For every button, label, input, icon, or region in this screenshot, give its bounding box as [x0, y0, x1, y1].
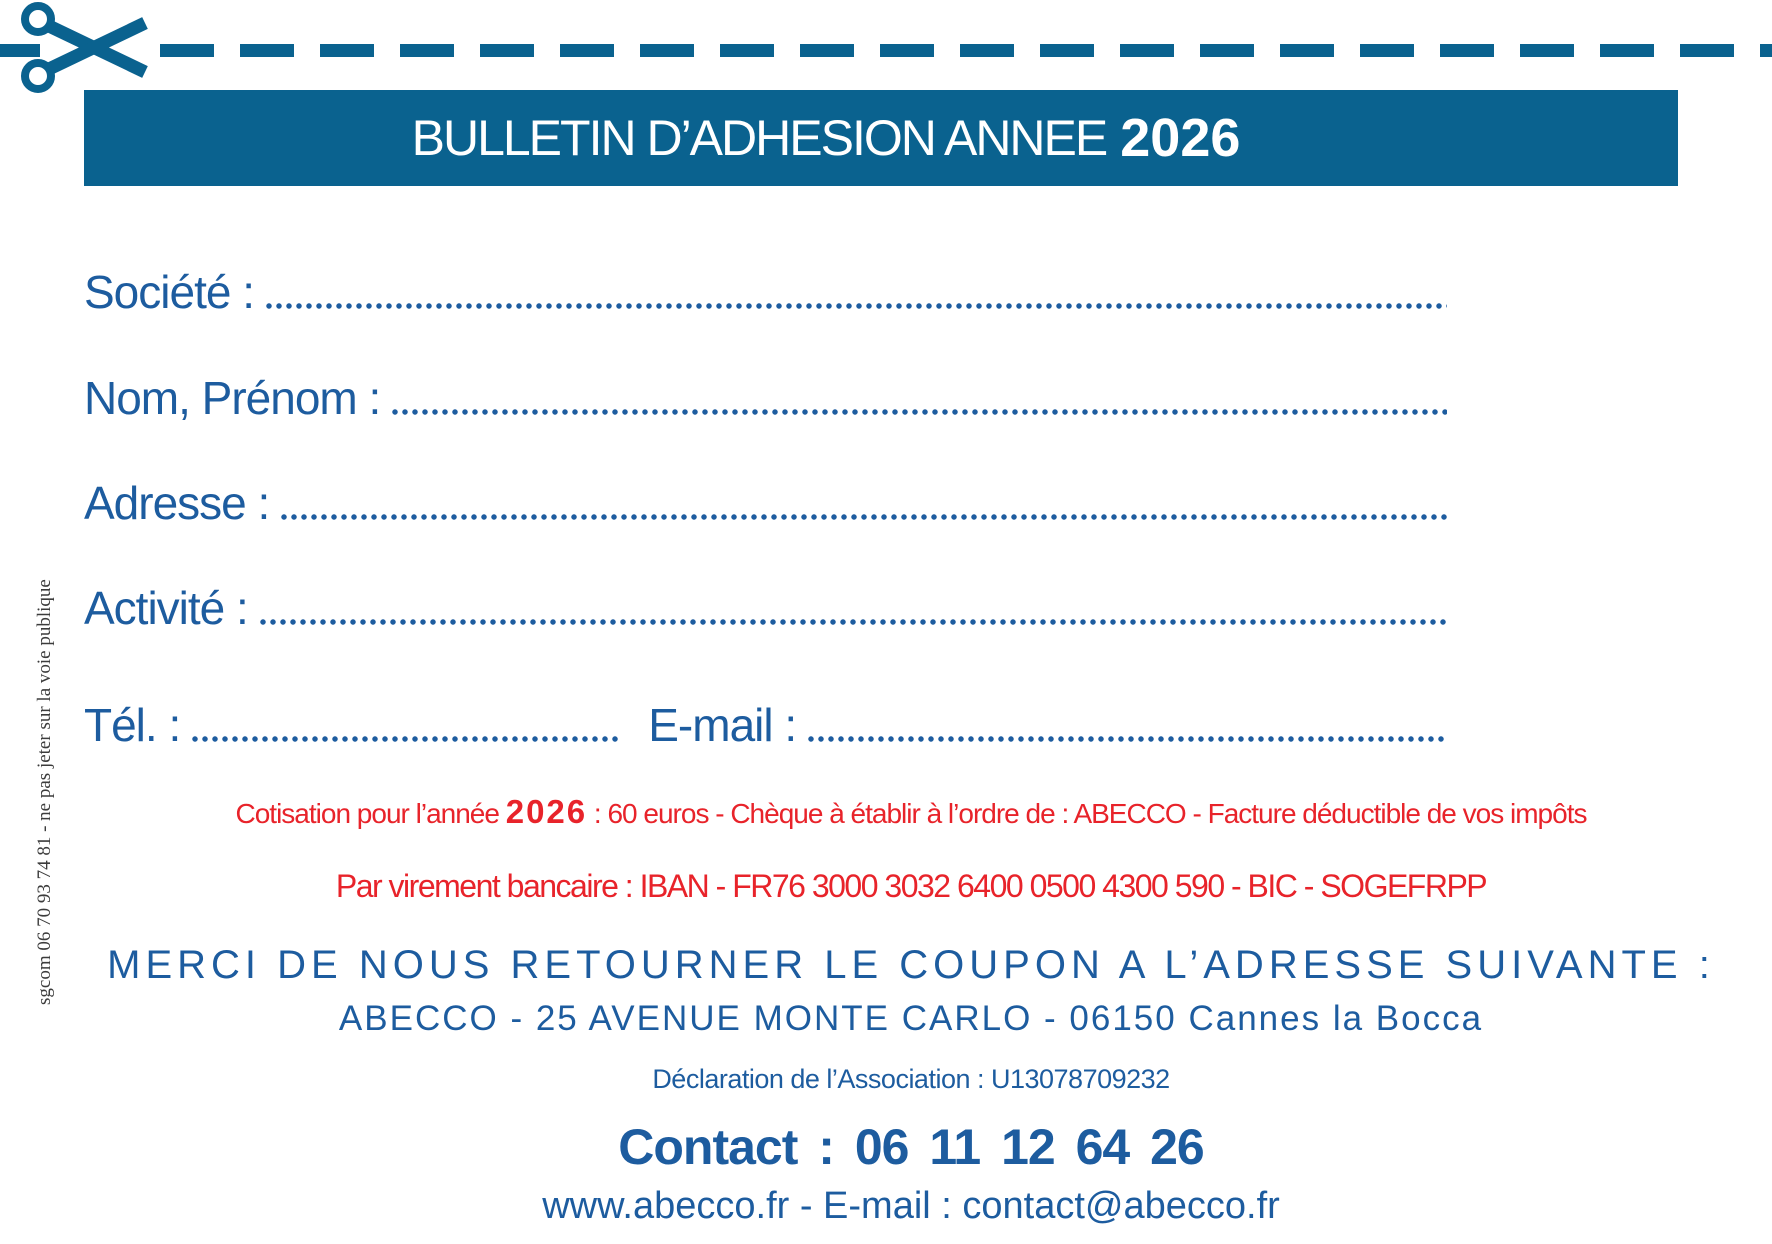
form-row-societe — [84, 264, 1447, 320]
banner-year: 2026 — [1120, 108, 1241, 168]
side-print-note: sgcom 06 70 93 74 81 - ne pas jeter sur la voie publique — [34, 579, 55, 1005]
cotisation-suffix: : 60 euros - Chèque à établir à l’ordre de : ABECCO - Facture déductible de vos impôts — [587, 798, 1587, 829]
postal-address: ABECCO - 25 AVENUE MONTE CARLO - 06150 Cannes la Bocca — [338, 999, 1484, 1038]
cotisation-year: 2026 — [505, 793, 588, 830]
societe-label: Société : — [84, 266, 254, 318]
adresse-dotted-line — [279, 513, 1447, 521]
contact-phone: Contact : 06 11 12 64 26 — [618, 1119, 1204, 1175]
scissors-icon — [12, 0, 162, 95]
nom-prenom-label: Nom, Prénom : — [84, 372, 381, 424]
form-row-tel-email — [84, 697, 1447, 753]
virement-line: Par virement bancaire : IBAN - FR76 3000 3032 6400 0500 4300 590 - BIC - SOGEFRPP — [335, 868, 1487, 904]
activite-dotted-line — [258, 618, 1447, 626]
website-email: www.abecco.fr - E-mail : contact@abecco.fr — [542, 1185, 1280, 1227]
cotisation-line — [90, 794, 1732, 832]
societe-dotted-line — [264, 302, 1447, 310]
form-row-activite — [84, 580, 1447, 636]
form-row-adresse — [84, 475, 1447, 531]
adresse-label: Adresse : — [84, 477, 270, 529]
email-label: E-mail : — [648, 699, 797, 751]
banner-title: BULLETIN D’ADHESION ANNEE — [411, 110, 1107, 166]
cotisation-prefix: Cotisation pour l’année — [235, 798, 506, 829]
cut-dashed-line — [0, 44, 1772, 57]
activite-label: Activité : — [84, 582, 248, 634]
association-declaration: Déclaration de l’Association : U13078709232 — [652, 1064, 1170, 1094]
tel-label: Tél. : — [84, 699, 181, 751]
title-banner — [84, 90, 1678, 186]
form-row-nom-prenom — [84, 370, 1447, 426]
email-dotted-line — [806, 735, 1447, 743]
nom-prenom-dotted-line — [390, 408, 1447, 416]
tel-dotted-line — [190, 735, 620, 743]
return-notice: MERCI DE NOUS RETOURNER LE COUPON A L’ADRESSE SUIVANTE : — [107, 943, 1715, 987]
